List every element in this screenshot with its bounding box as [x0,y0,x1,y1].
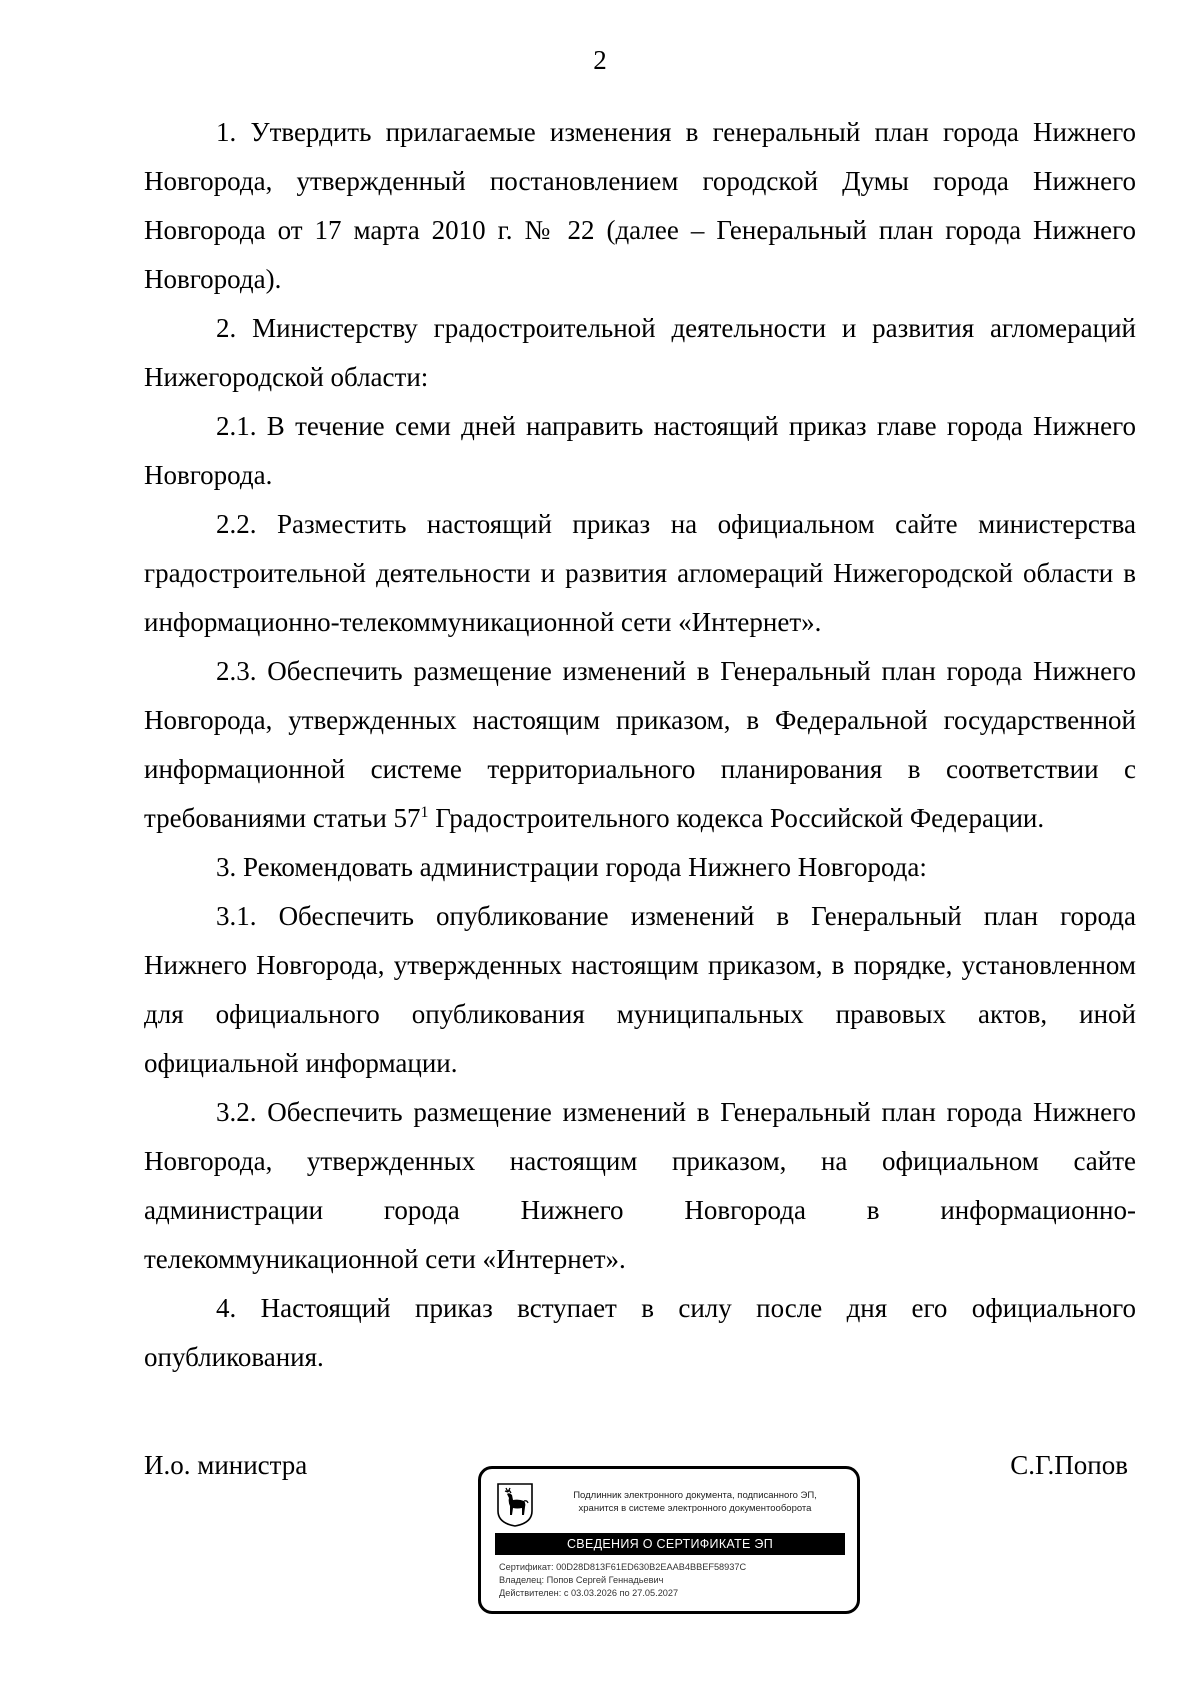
document-body [144,108,1136,1382]
paragraph-1: 1. Утвердить прилагаемые изменения в генеральный план города Нижнего Новгорода, утвержденный постановлением городской Думы города Нижнего Новгорода от 17 марта 2010 г. № 22 (далее – Генеральный план города Нижнего Новгорода). [144,117,1136,294]
paragraph-2-2: 2.2. Разместить настоящий приказ на официальном сайте министерства градостроительной деятельности и развития агломераций Нижегородской области в информационно-телекоммуникационной сети «Интернет». [144,509,1136,637]
signatory-position: И.о. министра [144,1450,308,1480]
page-number: 2 [593,45,607,75]
certificate-owner: Владелец: Попов Сергей Геннадьевич [499,1575,664,1585]
paragraph-2-3 [144,647,1136,843]
certificate-serial: Сертификат: 00D28D813F61ED630B2EAAB4BBEF58937C [499,1562,747,1572]
paragraph-4: 4. Настоящий приказ вступает в силу после дня его официального опубликования. [144,1293,1136,1372]
paragraph-3-1: 3.1. Обеспечить опубликование изменений в Генеральный план города Нижнего Новгорода, утвержденных настоящим приказом, в порядке, установленном для официального опубликования муниципальных правовых актов, иной официальной информации. [144,901,1136,1078]
electronic-signature-stamp [478,1466,860,1614]
signatory-name: С.Г.Попов [1010,1450,1128,1480]
paragraph-3: 3. Рекомендовать администрации города Нижнего Новгорода: [216,852,927,882]
paragraph-2-3-text-end: Градостроительного кодекса Российской Федерации. [428,803,1045,833]
stamp-header-line-1: Подлинник электронного документа, подписанного ЭП, [573,1490,817,1501]
certificate-details [499,1561,849,1600]
paragraph-2-3-text: 2.3. Обеспечить размещение изменений в Генеральный план города Нижнего Новгорода, утвержденных настоящим приказом, в Федеральной государственной информационной системе территориального планирования в соответствии с требованиями статьи 57 [144,656,1136,833]
stamp-header [543,1489,847,1515]
stamp-header-line-2: хранится в системе электронного документооборота [578,1503,812,1514]
deer-emblem-icon [497,1483,533,1527]
paragraph-3-2: 3.2. Обеспечить размещение изменений в Генеральный план города Нижнего Новгорода, утвержденных настоящим приказом, на официальном сайте администрации города Нижнего Новгорода в информационно-телекоммуникационной сети «Интернет». [144,1097,1136,1274]
superscript-index: 1 [420,804,429,821]
paragraph-2-1: 2.1. В течение семи дней направить настоящий приказ главе города Нижнего Новгорода. [144,411,1136,490]
paragraph-2: 2. Министерству градостроительной деятельности и развития агломераций Нижегородской области: [144,313,1136,392]
certificate-validity: Действителен: с 03.03.2026 по 27.05.2027 [499,1588,679,1598]
certificate-info-bar: СВЕДЕНИЯ О СЕРТИФИКАТЕ ЭП [495,1533,845,1555]
